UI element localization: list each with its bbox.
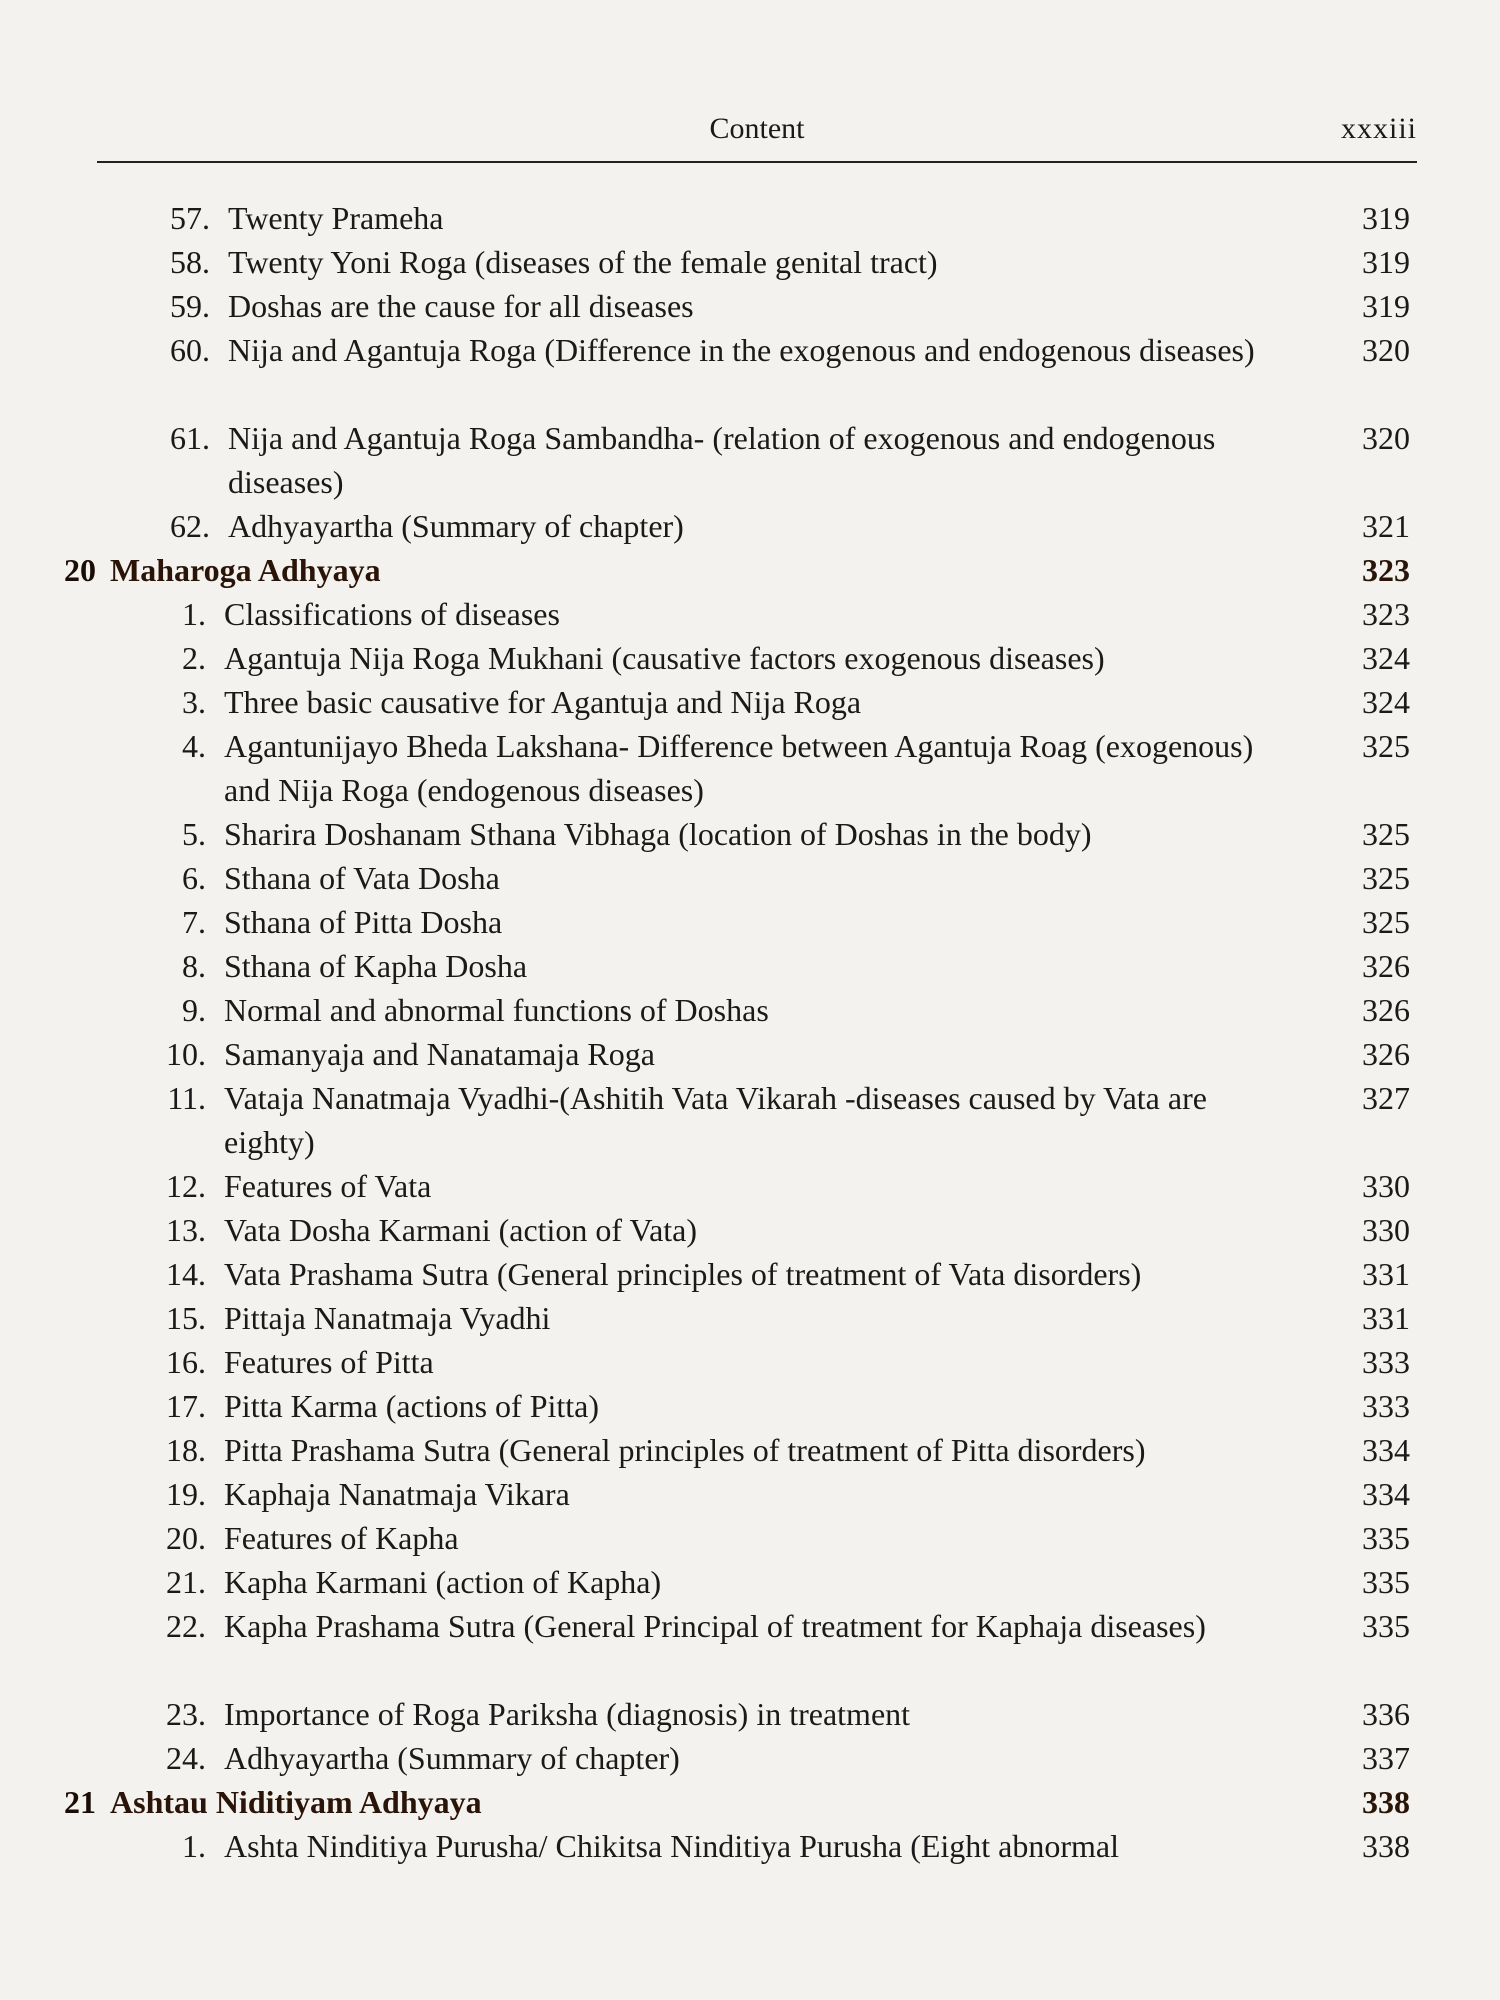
entry-title: Sthana of Pitta Dosha	[224, 904, 503, 940]
running-header	[97, 112, 1417, 148]
entry-title: Features of Vata	[224, 1168, 432, 1204]
entry-number: 18.	[166, 1432, 206, 1468]
toc-entry	[0, 1208, 1500, 1252]
entry-title: Nija and Agantuja Roga (Difference in the exogenous and endogenous diseases)	[228, 332, 1255, 368]
entry-number: 10.	[166, 1036, 206, 1072]
toc-entry	[0, 416, 1500, 504]
entry-title: Vata Dosha Karmani (action of Vata)	[224, 1212, 698, 1248]
entry-title: Samanyaja and Nanatamaja Roga	[224, 1036, 655, 1072]
entry-page-number: 321	[1362, 508, 1410, 544]
entry-page-number: 324	[1362, 684, 1410, 720]
entry-page-number: 324	[1362, 640, 1410, 676]
entry-title: Agantunijayo Bheda Lakshana- Difference between Agantuja Roag (exogenous) and Nija Roga (endogenous diseases)	[224, 728, 1254, 808]
entry-number: 11.	[167, 1080, 206, 1116]
header-rule	[97, 161, 1417, 163]
toc-entry	[0, 592, 1500, 636]
entry-page-number: 325	[1362, 728, 1410, 764]
toc-entry	[0, 1516, 1500, 1560]
entry-page-number: 319	[1362, 288, 1410, 324]
entry-title: Pitta Karma (actions of Pitta)	[224, 1388, 600, 1424]
entry-page-number: 337	[1362, 1740, 1410, 1776]
entry-number: 22.	[166, 1608, 206, 1644]
entry-number: 7.	[182, 904, 206, 940]
entry-number: 8.	[182, 948, 206, 984]
toc-entry	[0, 1560, 1500, 1604]
chapter-number: 21	[64, 1784, 96, 1820]
entry-title: Three basic causative for Agantuja and Nija Roga	[224, 684, 862, 720]
entry-title: Nija and Agantuja Roga Sambandha- (relation of exogenous and endogenous diseases)	[228, 420, 1216, 500]
toc-entry	[0, 944, 1500, 988]
entry-page-number: 327	[1362, 1080, 1410, 1116]
entry-page-number: 334	[1362, 1432, 1410, 1468]
entry-page-number: 320	[1362, 332, 1410, 368]
entry-number: 23.	[166, 1696, 206, 1732]
entry-number: 14.	[166, 1256, 206, 1292]
entry-number: 21.	[166, 1564, 206, 1600]
entry-number: 60.	[170, 332, 210, 368]
entry-page-number: 338	[1362, 1828, 1410, 1864]
entry-title: Adhyayartha (Summary of chapter)	[228, 508, 684, 544]
entry-number: 13.	[166, 1212, 206, 1248]
entry-number: 6.	[182, 860, 206, 896]
entry-title: Ashta Ninditiya Purusha/ Chikitsa Ninditiya Purusha (Eight abnormal	[224, 1828, 1120, 1864]
entry-title: Vata Prashama Sutra (General principles of treatment of Vata disorders)	[224, 1256, 1142, 1292]
toc-entry	[0, 636, 1500, 680]
entry-title: Classifications of diseases	[224, 596, 560, 632]
entry-page-number: 325	[1362, 860, 1410, 896]
entry-title: Kapha Karmani (action of Kapha)	[224, 1564, 662, 1600]
toc-entry	[0, 1604, 1500, 1692]
toc-entry	[0, 1384, 1500, 1428]
entry-number: 4.	[182, 728, 206, 764]
toc-entry	[0, 1340, 1500, 1384]
chapter-title: Maharoga Adhyaya	[110, 552, 381, 588]
toc-entry	[0, 1296, 1500, 1340]
chapter-heading	[0, 548, 1500, 592]
toc-entry	[0, 1824, 1500, 1868]
chapter-title: Ashtau Niditiyam Adhyaya	[110, 1784, 482, 1820]
toc-entry	[0, 812, 1500, 856]
entry-title: Twenty Prameha	[228, 200, 444, 236]
toc-entry	[0, 196, 1500, 240]
toc-entry	[0, 1076, 1500, 1164]
entry-title: Features of Kapha	[224, 1520, 459, 1556]
entry-page-number: 326	[1362, 1036, 1410, 1072]
entry-title: Sharira Doshanam Sthana Vibhaga (location of Doshas in the body)	[224, 816, 1092, 852]
toc-entry	[0, 988, 1500, 1032]
entry-number: 2.	[182, 640, 206, 676]
entry-title: Pittaja Nanatmaja Vyadhi	[224, 1300, 551, 1336]
entry-number: 15.	[166, 1300, 206, 1336]
header-page-number: xxxiii	[1340, 112, 1417, 145]
chapter-number: 20	[64, 552, 96, 588]
toc-entry	[0, 856, 1500, 900]
entry-number: 1.	[182, 1828, 206, 1864]
entry-title: Features of Pitta	[224, 1344, 434, 1380]
entry-title: Agantuja Nija Roga Mukhani (causative factors exogenous diseases)	[224, 640, 1105, 676]
entry-page-number: 333	[1362, 1388, 1410, 1424]
entry-number: 57.	[170, 200, 210, 236]
entry-page-number: 336	[1362, 1696, 1410, 1732]
entry-page-number: 338	[1362, 1784, 1410, 1820]
entry-page-number: 334	[1362, 1476, 1410, 1512]
entry-page-number: 326	[1362, 992, 1410, 1028]
entry-page-number: 331	[1362, 1300, 1410, 1336]
table-of-contents	[0, 196, 1500, 1868]
entry-title: Kaphaja Nanatmaja Vikara	[224, 1476, 570, 1512]
entry-title: Twenty Yoni Roga (diseases of the female genital tract)	[228, 244, 938, 280]
entry-page-number: 319	[1362, 244, 1410, 280]
entry-page-number: 335	[1362, 1520, 1410, 1556]
toc-entry	[0, 900, 1500, 944]
toc-entry	[0, 680, 1500, 724]
entry-number: 24.	[166, 1740, 206, 1776]
entry-number: 1.	[182, 596, 206, 632]
toc-entry	[0, 504, 1500, 548]
entry-number: 19.	[166, 1476, 206, 1512]
entry-number: 20.	[166, 1520, 206, 1556]
entry-page-number: 326	[1362, 948, 1410, 984]
entry-number: 3.	[182, 684, 206, 720]
toc-entry	[0, 1472, 1500, 1516]
entry-number: 16.	[166, 1344, 206, 1380]
toc-entry	[0, 1252, 1500, 1296]
toc-entry	[0, 240, 1500, 284]
entry-title: Kapha Prashama Sutra (General Principal of treatment for Kaphaja diseases)	[224, 1608, 1206, 1644]
entry-page-number: 331	[1362, 1256, 1410, 1292]
entry-number: 9.	[182, 992, 206, 1028]
header-title: Content	[709, 112, 805, 145]
entry-title: Doshas are the cause for all diseases	[228, 288, 694, 324]
entry-number: 17.	[166, 1388, 206, 1424]
entry-page-number: 325	[1362, 904, 1410, 940]
entry-number: 5.	[182, 816, 206, 852]
entry-page-number: 323	[1362, 596, 1410, 632]
entry-page-number: 323	[1362, 552, 1410, 588]
entry-title: Normal and abnormal functions of Doshas	[224, 992, 769, 1028]
toc-entry	[0, 1164, 1500, 1208]
entry-title: Importance of Roga Pariksha (diagnosis) in treatment	[224, 1696, 911, 1732]
entry-page-number: 330	[1362, 1168, 1410, 1204]
toc-entry	[0, 328, 1500, 416]
entry-page-number: 319	[1362, 200, 1410, 236]
entry-title: Sthana of Vata Dosha	[224, 860, 500, 896]
entry-page-number: 335	[1362, 1564, 1410, 1600]
entry-page-number: 333	[1362, 1344, 1410, 1380]
entry-title: Pitta Prashama Sutra (General principles of treatment of Pitta disorders)	[224, 1432, 1146, 1468]
entry-title: Vataja Nanatmaja Vyadhi-(Ashitih Vata Vikarah -diseases caused by Vata are eighty)	[224, 1080, 1207, 1160]
toc-entry	[0, 1692, 1500, 1736]
entry-number: 62.	[170, 508, 210, 544]
chapter-heading	[0, 1780, 1500, 1824]
toc-entry	[0, 1428, 1500, 1472]
toc-entry	[0, 284, 1500, 328]
entry-page-number: 325	[1362, 816, 1410, 852]
entry-number: 12.	[166, 1168, 206, 1204]
toc-entry	[0, 1032, 1500, 1076]
entry-page-number: 320	[1362, 420, 1410, 456]
entry-number: 59.	[170, 288, 210, 324]
toc-entry	[0, 1736, 1500, 1780]
entry-title: Adhyayartha (Summary of chapter)	[224, 1740, 680, 1776]
toc-entry	[0, 724, 1500, 812]
entry-page-number: 330	[1362, 1212, 1410, 1248]
entry-page-number: 335	[1362, 1608, 1410, 1644]
entry-number: 58.	[170, 244, 210, 280]
entry-title: Sthana of Kapha Dosha	[224, 948, 528, 984]
entry-number: 61.	[170, 420, 210, 456]
